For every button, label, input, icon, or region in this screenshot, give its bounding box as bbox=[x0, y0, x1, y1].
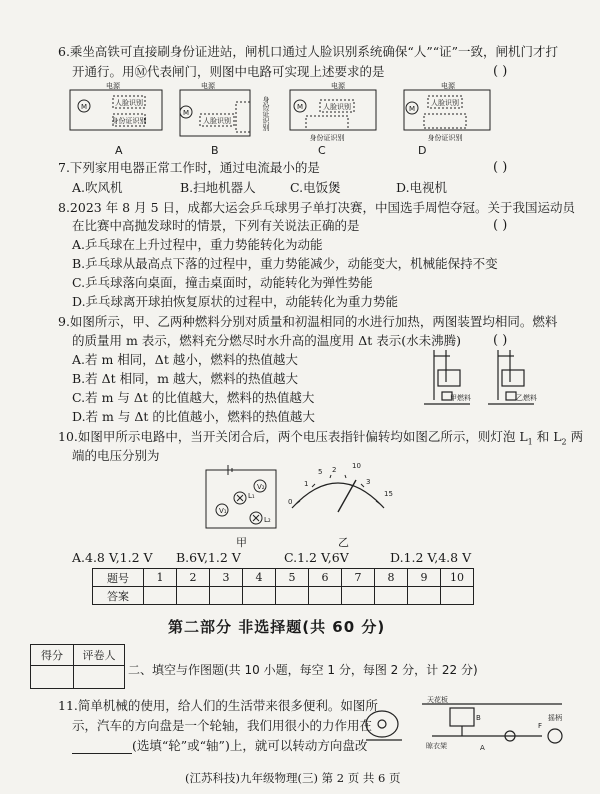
answer-number-5: 5 bbox=[276, 569, 309, 587]
q9-option-d: D.若 m 与 Δt 的比值越小，燃料的热值越大 bbox=[72, 409, 315, 424]
q6-circuit-figures bbox=[68, 82, 548, 152]
q10-option-d: D.1.2 V,4.8 V bbox=[390, 550, 472, 565]
q10-line1-c: 两 bbox=[566, 429, 584, 444]
q11-line2: 示，汽车的方向盘是一个轮轴，我们用很小的力作用在 bbox=[72, 718, 373, 733]
q10-sub1: 1 bbox=[527, 437, 533, 447]
answer-number-2: 2 bbox=[177, 569, 210, 587]
q11-line3 bbox=[72, 738, 367, 754]
q11-figures bbox=[362, 696, 572, 756]
q6-line2: 开通行。用Ⓜ代表闸门，则图中电路可实现上述要求的是 bbox=[72, 64, 385, 79]
q10-tick-10: 10 bbox=[352, 462, 361, 470]
q6-power-b: 电源 bbox=[201, 82, 215, 90]
q10-l1: L₁ bbox=[248, 492, 255, 500]
q6-motor-a: M bbox=[80, 103, 88, 111]
q6-id-c: 身份证识别 bbox=[309, 134, 345, 142]
q9-option-a: A.若 m 相同，Δt 越小，燃料的热值越大 bbox=[72, 352, 298, 367]
q11-label-b: B bbox=[476, 714, 481, 722]
page-footer: (江苏科技)九年级物理(三) 第 2 页 共 6 页 bbox=[185, 771, 401, 785]
answer-cell-8[interactable] bbox=[375, 587, 408, 605]
q7-option-b: B.扫地机器人 bbox=[180, 180, 256, 195]
q10-option-b: B.6V,1.2 V bbox=[176, 550, 241, 565]
q10-label-yi: 乙 bbox=[338, 536, 349, 549]
q11-ceiling: 天花板 bbox=[427, 696, 448, 704]
answer-number-9: 9 bbox=[408, 569, 441, 587]
q8-option-b: B.乒乓球从最高点下落的过程中，重力势能减少，动能变大，机械能保持不变 bbox=[72, 256, 498, 271]
q6-motor-b: M bbox=[182, 109, 190, 117]
grader-head: 评卷人 bbox=[74, 645, 125, 666]
answer-cell-3[interactable] bbox=[210, 587, 243, 605]
q9-fuel-a-label: 甲燃料 bbox=[450, 394, 471, 402]
q10-voltmeter-yi bbox=[282, 460, 394, 524]
answer-table bbox=[92, 568, 474, 605]
answer-cell-1[interactable] bbox=[144, 587, 177, 605]
q6-power-d: 电源 bbox=[441, 82, 455, 90]
q6-face-c: 人脸识别 bbox=[323, 103, 351, 111]
q10-tick-15: 15 bbox=[384, 490, 393, 498]
q10-sub2: 2 bbox=[561, 437, 567, 447]
q8-line1: 8.2023 年 8 月 5 日，成都大运会乒乓球男子单打决赛，中国选手周恺夺冠。关于我国运动员 bbox=[58, 200, 576, 215]
q11-label-f: F bbox=[538, 722, 543, 730]
q6-power-a: 电源 bbox=[106, 82, 120, 90]
q6-answer-paren: ( ) bbox=[493, 64, 508, 79]
q9-heating-apparatus bbox=[420, 348, 550, 410]
q11-line1: 11.简单机械的使用，给人们的生活带来很多便利。如图所 bbox=[58, 698, 378, 713]
answer-cell-10[interactable] bbox=[441, 587, 474, 605]
q9-fuel-b-label: 乙燃料 bbox=[516, 394, 537, 402]
q6-line1: 6.乘坐高铁可直接刷身份证进站，闸机口通过人脸识别系统确保“人”“证”一致，闸机门才打 bbox=[58, 44, 558, 59]
q8-option-a: A.乒乓球在上升过程中，重力势能转化为动能 bbox=[72, 237, 323, 252]
q6-motor-d: M bbox=[408, 105, 416, 113]
q10-tick-2: 2 bbox=[332, 466, 337, 474]
q7-option-c: C.电饭煲 bbox=[290, 180, 341, 195]
q7-line1: 7.下列家用电器正常工作时，通过电流最小的是 bbox=[58, 160, 320, 175]
section2-part-title: 二、填空与作图题(共 10 小题，每空 1 分，每图 2 分，计 22 分) bbox=[128, 663, 478, 677]
q9-option-b: B.若 Δt 相同，m 越大，燃料的热值越大 bbox=[72, 371, 298, 386]
q10-line1-b: 和 L bbox=[532, 429, 562, 444]
q11-shelf: 晾衣架 bbox=[426, 742, 447, 750]
answer-table-head-answer: 答案 bbox=[93, 587, 144, 605]
q9-line2: 的质量用 m 表示，燃料充分燃尽时水升高的温度用 Δt 表示(水未沸腾) bbox=[72, 333, 462, 348]
q10-line2: 端的电压分别为 bbox=[72, 448, 160, 463]
q9-line1: 9.如图所示，甲、乙两种燃料分别对质量和初温相同的水进行加热，两图装置均相同。燃料 bbox=[58, 314, 558, 329]
q9-option-c: C.若 m 与 Δt 的比值越大，燃料的热值越大 bbox=[72, 390, 315, 405]
q11-handle: 摇柄 bbox=[548, 714, 562, 722]
score-cell[interactable] bbox=[31, 666, 74, 689]
q6-id-a: 身份证识别 bbox=[111, 117, 147, 125]
q10-l2: L₂ bbox=[264, 516, 271, 524]
section2-title: 第二部分 非选择题(共 60 分) bbox=[168, 618, 386, 636]
q10-tick-5: 5 bbox=[318, 468, 323, 476]
answer-cell-9[interactable] bbox=[408, 587, 441, 605]
q10-tick-0: 0 bbox=[288, 498, 293, 506]
q11-blank[interactable] bbox=[72, 741, 132, 754]
q7-answer-paren: ( ) bbox=[493, 160, 508, 175]
q6-power-c: 电源 bbox=[331, 82, 345, 90]
answer-table-head-number: 题号 bbox=[93, 569, 144, 587]
grader-cell[interactable] bbox=[74, 666, 125, 689]
q11-line3-text: (选填“轮”或“轴”)上，就可以转动方向盘改 bbox=[132, 738, 368, 753]
q6-id-d: 身份证识别 bbox=[427, 134, 463, 142]
q11-label-a: A bbox=[480, 744, 485, 752]
q6-face-a: 人脸识别 bbox=[115, 99, 143, 107]
q9-answer-paren: ( ) bbox=[493, 333, 508, 348]
q6-id-vertical-b: 身份证识别 bbox=[262, 96, 270, 131]
answer-number-8: 8 bbox=[375, 569, 408, 587]
q6-option-b: B bbox=[211, 144, 219, 157]
answer-table-answer-row bbox=[93, 587, 474, 605]
answer-number-10: 10 bbox=[441, 569, 474, 587]
q10-tick-1: 1 bbox=[304, 480, 309, 488]
answer-cell-2[interactable] bbox=[177, 587, 210, 605]
q8-answer-paren: ( ) bbox=[493, 218, 508, 233]
q7-option-a: A.吹风机 bbox=[72, 180, 123, 195]
q6-face-d: 人脸识别 bbox=[431, 99, 459, 107]
q10-circuit-jia bbox=[200, 462, 292, 534]
q8-line2: 在比赛中高抛发球时的情景，下列有关说法正确的是 bbox=[72, 218, 360, 233]
q8-option-c: C.乒乓球落向桌面，撞击桌面时，动能转化为弹性势能 bbox=[72, 275, 373, 290]
q8-option-d: D.乒乓球离开球拍恢复原状的过程中，动能转化为重力势能 bbox=[72, 294, 399, 309]
q10-option-c: C.1.2 V,6V bbox=[284, 550, 349, 565]
answer-cell-5[interactable] bbox=[276, 587, 309, 605]
answer-number-1: 1 bbox=[144, 569, 177, 587]
score-head: 得分 bbox=[31, 645, 74, 666]
q10-v1: V₁ bbox=[219, 507, 227, 515]
q6-option-c: C bbox=[318, 144, 326, 157]
q10-tick-3: 3 bbox=[366, 478, 371, 486]
q10-label-jia: 甲 bbox=[236, 536, 247, 549]
q6-motor-c: M bbox=[296, 103, 304, 111]
q6-option-d: D bbox=[418, 144, 427, 157]
q10-option-a: A.4.8 V,1.2 V bbox=[72, 550, 153, 565]
q10-v2: V₂ bbox=[257, 483, 265, 491]
q6-face-b: 人脸识别 bbox=[203, 117, 231, 125]
answer-number-7: 7 bbox=[342, 569, 375, 587]
score-box bbox=[30, 644, 125, 689]
answer-cell-7[interactable] bbox=[342, 587, 375, 605]
answer-number-6: 6 bbox=[309, 569, 342, 587]
answer-table-number-row bbox=[93, 569, 474, 587]
q10-line1-a: 10.如图甲所示电路中，当开关闭合后，两个电压表指针偏转均如图乙所示，则灯泡 L bbox=[58, 429, 528, 444]
answer-cell-6[interactable] bbox=[309, 587, 342, 605]
q6-option-a: A bbox=[115, 144, 123, 157]
answer-number-4: 4 bbox=[243, 569, 276, 587]
answer-cell-4[interactable] bbox=[243, 587, 276, 605]
q7-option-d: D.电视机 bbox=[396, 180, 448, 195]
answer-number-3: 3 bbox=[210, 569, 243, 587]
